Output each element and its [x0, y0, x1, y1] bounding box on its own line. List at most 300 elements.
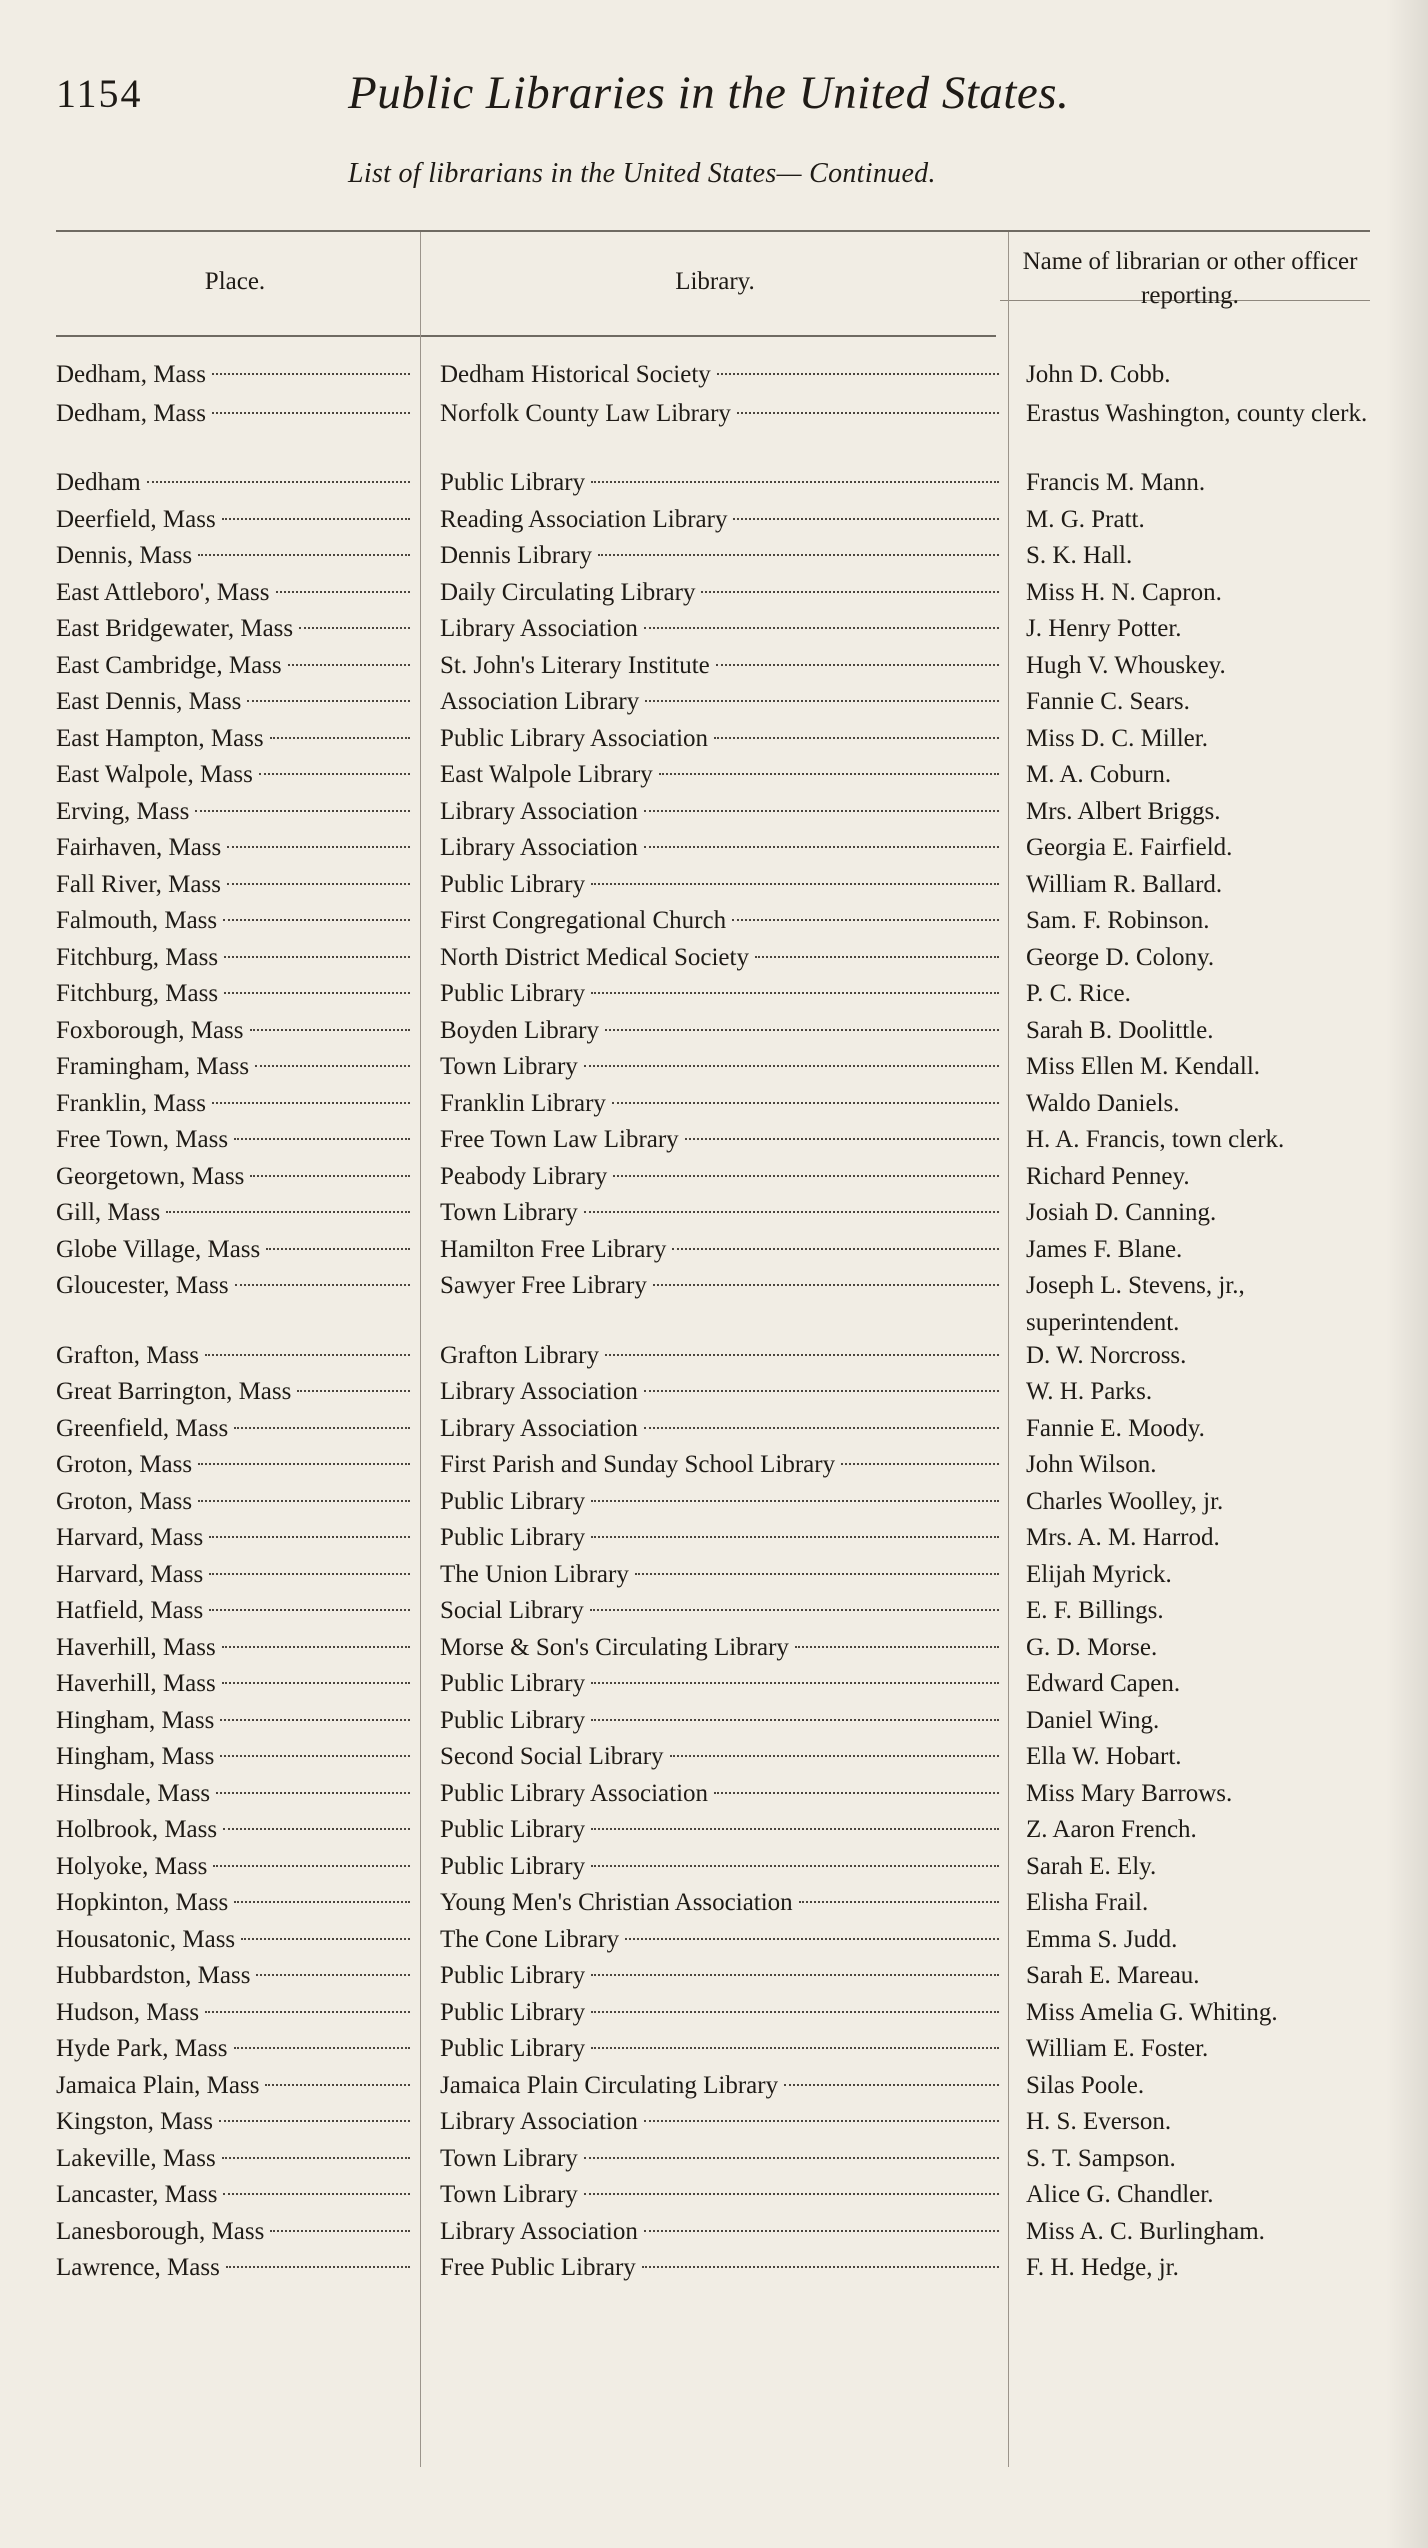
cell-text: Globe Village, Mass	[56, 1236, 261, 1263]
cell-text: Harvard, Mass	[56, 1561, 204, 1588]
cell-text: Morse & Son's Circulating Library	[440, 1634, 789, 1661]
cell-text: Foxborough, Mass	[56, 1017, 244, 1044]
cell-text: Groton, Mass	[56, 1451, 193, 1478]
cell-text: Kingston, Mass	[56, 2108, 213, 2135]
place-cell	[56, 829, 416, 866]
place-cell	[56, 2067, 416, 2104]
dot-leader	[259, 773, 410, 775]
place-cell	[56, 902, 416, 939]
dot-leader	[250, 1175, 410, 1177]
librarian-cell: George D. Colony.	[1026, 944, 1215, 971]
place-cell	[56, 1012, 416, 1049]
dot-leader	[212, 1102, 410, 1104]
cell-text: Library Association	[440, 2108, 638, 2135]
column-header-library: Library.	[675, 268, 755, 295]
dot-leader	[584, 2193, 999, 2195]
place-cell	[56, 975, 416, 1012]
library-cell	[440, 2249, 1005, 2286]
library-cell	[440, 1337, 1005, 1374]
cell-text: Public Library	[440, 1962, 586, 1989]
cell-text: Lanesborough, Mass	[56, 2218, 265, 2245]
dot-leader	[584, 1065, 999, 1067]
library-cell	[440, 683, 1005, 720]
dot-leader	[591, 1536, 999, 1538]
dot-leader	[288, 664, 410, 666]
cell-text: Library Association	[440, 1415, 638, 1442]
place-cell	[56, 1519, 416, 1556]
cell-text: St. John's Literary Institute	[440, 652, 710, 679]
cell-text: Town Library	[440, 2181, 578, 2208]
dot-leader	[799, 1901, 999, 1903]
cell-text: Harvard, Mass	[56, 1524, 204, 1551]
cell-text: Free Public Library	[440, 2254, 636, 2281]
column-header-librarian: Name of librarian or other officer reporting.	[1022, 248, 1358, 309]
place-cell	[56, 1556, 416, 1593]
librarian-cell: Fannie E. Moody.	[1026, 1415, 1205, 1442]
librarian-cell: G. D. Morse.	[1026, 1634, 1158, 1661]
dot-leader	[227, 846, 410, 848]
dot-leader	[644, 1390, 999, 1392]
library-cell	[440, 1519, 1005, 1556]
library-cell	[440, 1446, 1005, 1483]
dot-leader	[591, 1974, 999, 1976]
cell-text: The Cone Library	[440, 1926, 620, 1953]
cell-text: Public Library	[440, 871, 586, 898]
library-cell	[440, 1702, 1005, 1739]
librarian-cell: Miss H. N. Capron.	[1026, 579, 1222, 606]
dot-leader	[216, 1792, 410, 1794]
cell-text: Reading Association Library	[440, 506, 728, 533]
library-cell	[440, 829, 1005, 866]
cell-text: Public Library	[440, 1488, 586, 1515]
cell-text: Library Association	[440, 2218, 638, 2245]
library-cell	[440, 1665, 1005, 1702]
library-cell	[440, 1884, 1005, 1921]
cell-text: Library Association	[440, 834, 638, 861]
dot-leader	[591, 1828, 999, 1830]
cell-text: Second Social Library	[440, 1743, 664, 1770]
place-cell	[56, 1921, 416, 1958]
dot-leader	[270, 2230, 410, 2232]
library-cell	[440, 1775, 1005, 1812]
place-cell	[56, 1373, 416, 1410]
dot-leader	[598, 554, 999, 556]
place-cell	[56, 647, 416, 684]
cell-text: Daily Circulating Library	[440, 579, 696, 606]
dot-leader	[220, 1719, 410, 1721]
librarian-cell: Charles Woolley, jr.	[1026, 1488, 1224, 1515]
dot-leader	[584, 2157, 999, 2159]
dot-leader	[642, 2266, 999, 2268]
cell-text: East Walpole Library	[440, 761, 653, 788]
cell-text: Public Library	[440, 1670, 586, 1697]
dot-leader	[733, 518, 999, 520]
dot-leader	[224, 992, 410, 994]
librarian-cell: Miss A. C. Burlingham.	[1026, 2218, 1265, 2245]
place-cell	[56, 1048, 416, 1085]
cell-text: East Attleboro', Mass	[56, 579, 270, 606]
cell-text: The Union Library	[440, 1561, 629, 1588]
librarian-cell: Fannie C. Sears.	[1026, 688, 1190, 715]
librarian-cell: Z. Aaron French.	[1026, 1816, 1197, 1843]
cell-text: Deerfield, Mass	[56, 506, 216, 533]
place-cell	[56, 720, 416, 757]
dot-leader	[198, 554, 410, 556]
library-cell	[440, 1085, 1005, 1122]
dot-leader	[270, 737, 410, 739]
place-cell	[56, 1994, 416, 2031]
cell-text: Grafton, Mass	[56, 1342, 200, 1369]
place-cell	[56, 2249, 416, 2286]
dot-leader	[591, 883, 999, 885]
place-cell	[56, 1483, 416, 1520]
dot-leader	[612, 1102, 999, 1104]
dot-leader	[591, 481, 999, 483]
dot-leader	[701, 591, 999, 593]
library-cell	[440, 1194, 1005, 1231]
dot-leader	[195, 810, 410, 812]
library-cell	[440, 1921, 1005, 1958]
dot-leader	[266, 1248, 410, 1250]
dot-leader	[591, 1719, 999, 1721]
dot-leader	[247, 700, 410, 702]
librarian-cell: H. S. Everson.	[1026, 2108, 1172, 2135]
dot-leader	[227, 883, 410, 885]
cell-text: Public Library	[440, 1524, 586, 1551]
librarian-cell: Miss Mary Barrows.	[1026, 1780, 1233, 1807]
dot-leader	[212, 412, 410, 414]
library-cell	[440, 2030, 1005, 2067]
place-cell	[56, 1665, 416, 1702]
cell-text: East Cambridge, Mass	[56, 652, 282, 679]
cell-text: Lakeville, Mass	[56, 2145, 216, 2172]
cell-text: Fairhaven, Mass	[56, 834, 222, 861]
dot-leader	[644, 2230, 999, 2232]
dot-leader	[605, 1029, 999, 1031]
place-cell	[56, 1121, 416, 1158]
cell-text: Hatfield, Mass	[56, 1597, 204, 1624]
librarian-cell: Mrs. A. M. Harrod.	[1026, 1524, 1220, 1551]
librarian-cell: Miss Ellen M. Kendall.	[1026, 1053, 1261, 1080]
dot-leader	[670, 1755, 999, 1757]
place-cell	[56, 1957, 416, 1994]
librarian-cell: Richard Penney.	[1026, 1163, 1190, 1190]
librarian-cell: H. A. Francis, town clerk.	[1026, 1126, 1285, 1153]
dot-leader	[591, 2011, 999, 2013]
cell-text: Hopkinton, Mass	[56, 1889, 229, 1916]
place-cell	[56, 1592, 416, 1629]
cell-text: Free Town Law Library	[440, 1126, 679, 1153]
cell-text: Fitchburg, Mass	[56, 944, 219, 971]
librarian-cell: E. F. Billings.	[1026, 1597, 1164, 1624]
dot-leader	[219, 2120, 410, 2122]
running-head: Public Libraries in the United States.	[348, 67, 1070, 119]
dot-leader	[737, 412, 999, 414]
dot-leader	[635, 1573, 999, 1575]
cell-text: Free Town, Mass	[56, 1126, 229, 1153]
cell-text: Hyde Park, Mass	[56, 2035, 228, 2062]
dot-leader	[234, 1427, 410, 1429]
librarian-cell: Josiah D. Canning.	[1026, 1199, 1217, 1226]
library-cell	[440, 464, 1005, 501]
place-cell	[56, 1848, 416, 1885]
cell-text: Dedham, Mass	[56, 361, 206, 388]
cell-text: Public Library	[440, 1853, 586, 1880]
dot-leader	[220, 1755, 410, 1757]
librarian-cell: Sarah B. Doolittle.	[1026, 1017, 1214, 1044]
dot-leader	[644, 1427, 999, 1429]
dot-leader	[645, 700, 999, 702]
cell-text: Jamaica Plain Circulating Library	[440, 2072, 779, 2099]
library-cell	[440, 1738, 1005, 1775]
dot-leader	[241, 1938, 410, 1940]
cell-text: First Parish and Sunday School Library	[440, 1451, 836, 1478]
cell-text: Library Association	[440, 1378, 638, 1405]
cell-text: Town Library	[440, 1199, 578, 1226]
dot-leader	[644, 2120, 999, 2122]
cell-text: East Hampton, Mass	[56, 725, 264, 752]
librarian-cell: Sarah E. Ely.	[1026, 1853, 1157, 1880]
dot-leader	[714, 1792, 999, 1794]
dot-leader	[584, 1211, 999, 1213]
library-cell	[440, 1373, 1005, 1410]
library-cell	[440, 1957, 1005, 1994]
cell-text: Franklin, Mass	[56, 1090, 206, 1117]
dot-leader	[276, 591, 410, 593]
cell-text: Dedham Historical Society	[440, 361, 711, 388]
place-cell	[56, 537, 416, 574]
dot-leader	[755, 956, 999, 958]
cell-text: East Bridgewater, Mass	[56, 615, 294, 642]
library-cell	[440, 902, 1005, 939]
dot-leader	[591, 1500, 999, 1502]
library-cell	[440, 610, 1005, 647]
cell-text: Haverhill, Mass	[56, 1634, 216, 1661]
place-cell	[56, 1194, 416, 1231]
dot-leader	[234, 2047, 410, 2049]
librarian-cell: D. W. Norcross.	[1026, 1342, 1187, 1369]
dot-leader	[784, 2084, 999, 2086]
library-cell	[440, 1048, 1005, 1085]
place-cell	[56, 610, 416, 647]
cell-text: Association Library	[440, 688, 640, 715]
place-cell	[56, 1738, 416, 1775]
cell-text: Gill, Mass	[56, 1199, 161, 1226]
cell-text: Greenfield, Mass	[56, 1415, 229, 1442]
cell-text: Young Men's Christian Association	[440, 1889, 793, 1916]
column-header-place: Place.	[204, 268, 266, 295]
cell-text: Housatonic, Mass	[56, 1926, 236, 1953]
librarian-cell: Alice G. Chandler.	[1026, 2181, 1214, 2208]
dot-leader	[224, 956, 410, 958]
cell-text: Town Library	[440, 1053, 578, 1080]
cell-text: Jamaica Plain, Mass	[56, 2072, 260, 2099]
dot-leader	[714, 737, 999, 739]
cell-text: Public Library	[440, 1707, 586, 1734]
cell-text: Fitchburg, Mass	[56, 980, 219, 1007]
place-cell	[56, 1267, 416, 1304]
dot-leader	[212, 373, 410, 375]
library-cell	[440, 1556, 1005, 1593]
library-cell	[440, 2140, 1005, 2177]
library-cell	[440, 647, 1005, 684]
place-cell	[56, 2140, 416, 2177]
dot-leader	[205, 1354, 410, 1356]
library-cell	[440, 1994, 1005, 2031]
librarian-cell: Francis M. Mann.	[1026, 469, 1206, 496]
librarian-cell: P. C. Rice.	[1026, 980, 1131, 1007]
cell-text: Peabody Library	[440, 1163, 608, 1190]
library-cell	[440, 1012, 1005, 1049]
dot-leader	[209, 1609, 410, 1611]
cell-text: East Walpole, Mass	[56, 761, 253, 788]
library-cell	[440, 1811, 1005, 1848]
place-cell	[56, 683, 416, 720]
cell-text: Lancaster, Mass	[56, 2181, 218, 2208]
dot-leader	[644, 846, 999, 848]
library-cell	[440, 501, 1005, 538]
dot-leader	[198, 1463, 410, 1465]
library-cell	[440, 1231, 1005, 1268]
cell-text: Public Library Association	[440, 1780, 709, 1807]
cell-text: East Dennis, Mass	[56, 688, 242, 715]
librarian-cell: Miss Amelia G. Whiting.	[1026, 1999, 1278, 2026]
library-cell	[440, 2176, 1005, 2213]
dot-leader	[590, 1609, 999, 1611]
dot-leader	[717, 373, 999, 375]
dot-leader	[223, 1828, 410, 1830]
dot-leader	[672, 1248, 999, 1250]
librarian-cell: Erastus Washington, county clerk.	[1026, 400, 1368, 427]
librarian-cell: Silas Poole.	[1026, 2072, 1145, 2099]
dot-leader	[625, 1938, 999, 1940]
cell-text: Falmouth, Mass	[56, 907, 218, 934]
cell-text: Framingham, Mass	[56, 1053, 250, 1080]
dot-leader	[222, 2157, 410, 2159]
librarian-cell: Ella W. Hobart.	[1026, 1743, 1182, 1770]
library-cell	[440, 2103, 1005, 2140]
librarian-cell: James F. Blane.	[1026, 1236, 1183, 1263]
dot-leader	[732, 919, 999, 921]
librarian-cell: Miss D. C. Miller.	[1026, 725, 1208, 752]
cell-text: Hubbardston, Mass	[56, 1962, 251, 1989]
dot-leader	[297, 1390, 410, 1392]
dot-leader	[205, 2011, 410, 2013]
library-cell	[440, 537, 1005, 574]
dot-leader	[685, 1138, 999, 1140]
library-cell	[440, 1592, 1005, 1629]
place-cell	[56, 793, 416, 830]
place-cell	[56, 574, 416, 611]
dot-leader	[265, 2084, 410, 2086]
page-number: 1154	[56, 71, 143, 116]
dot-leader	[223, 919, 410, 921]
cell-text: Library Association	[440, 615, 638, 642]
dot-leader	[605, 1354, 999, 1356]
dot-leader	[659, 773, 999, 775]
cell-text: Dedham	[56, 469, 141, 496]
cell-text: Library Association	[440, 798, 638, 825]
dot-leader	[716, 664, 999, 666]
librarian-cell: Waldo Daniels.	[1026, 1090, 1180, 1117]
cell-text: Norfolk County Law Library	[440, 400, 731, 427]
place-cell	[56, 866, 416, 903]
cell-text: Hamilton Free Library	[440, 1236, 667, 1263]
librarian-cell: Edward Capen.	[1026, 1670, 1181, 1697]
library-cell	[440, 574, 1005, 611]
library-cell	[440, 1158, 1005, 1195]
cell-text: Groton, Mass	[56, 1488, 193, 1515]
cell-text: North District Medical Society	[440, 944, 749, 971]
place-cell	[56, 1085, 416, 1122]
library-cell	[440, 939, 1005, 976]
librarian-cell: Mrs. Albert Briggs.	[1026, 798, 1221, 825]
library-cell	[440, 975, 1005, 1012]
library-cell	[440, 1410, 1005, 1447]
cell-text: Hingham, Mass	[56, 1707, 215, 1734]
library-cell	[440, 395, 1005, 432]
cell-text: Franklin Library	[440, 1090, 606, 1117]
library-cell	[440, 1848, 1005, 1885]
librarian-cell: Sam. F. Robinson.	[1026, 907, 1210, 934]
library-cell	[440, 1121, 1005, 1158]
place-cell	[56, 1337, 416, 1374]
cell-text: Dennis, Mass	[56, 542, 193, 569]
place-cell	[56, 356, 416, 393]
dot-leader	[591, 1865, 999, 1867]
dot-leader	[613, 1175, 999, 1177]
dot-leader	[222, 1646, 410, 1648]
dot-leader	[166, 1211, 410, 1213]
cell-text: Boyden Library	[440, 1017, 599, 1044]
cell-text: Fall River, Mass	[56, 871, 221, 898]
dot-leader	[223, 2193, 410, 2195]
dot-leader	[591, 992, 999, 994]
dot-leader	[299, 627, 410, 629]
cell-text: Holbrook, Mass	[56, 1816, 218, 1843]
place-cell	[56, 2213, 416, 2250]
library-cell	[440, 866, 1005, 903]
dot-leader	[841, 1463, 999, 1465]
place-cell	[56, 1811, 416, 1848]
dot-leader	[213, 1865, 410, 1867]
place-cell	[56, 395, 416, 432]
cell-text: Public Library	[440, 1999, 586, 2026]
librarian-cell: Emma S. Judd.	[1026, 1926, 1178, 1953]
cell-text: Social Library	[440, 1597, 584, 1624]
place-cell	[56, 756, 416, 793]
place-cell	[56, 1410, 416, 1447]
place-cell	[56, 2176, 416, 2213]
cell-text: Public Library	[440, 469, 586, 496]
cell-text: Hudson, Mass	[56, 1999, 200, 2026]
dot-leader	[209, 1573, 410, 1575]
librarian-cell: Elisha Frail.	[1026, 1889, 1149, 1916]
librarian-cell: M. A. Coburn.	[1026, 761, 1172, 788]
library-cell	[440, 2067, 1005, 2104]
dot-leader	[591, 1682, 999, 1684]
library-cell	[440, 720, 1005, 757]
place-cell	[56, 464, 416, 501]
cell-text: Hingham, Mass	[56, 1743, 215, 1770]
place-cell	[56, 1629, 416, 1666]
cell-text: Great Barrington, Mass	[56, 1378, 292, 1405]
dot-leader	[209, 1536, 410, 1538]
cell-text: Haverhill, Mass	[56, 1670, 216, 1697]
table-title: List of librarians in the United States— Continued.	[348, 158, 936, 189]
place-cell	[56, 2103, 416, 2140]
library-cell	[440, 356, 1005, 393]
